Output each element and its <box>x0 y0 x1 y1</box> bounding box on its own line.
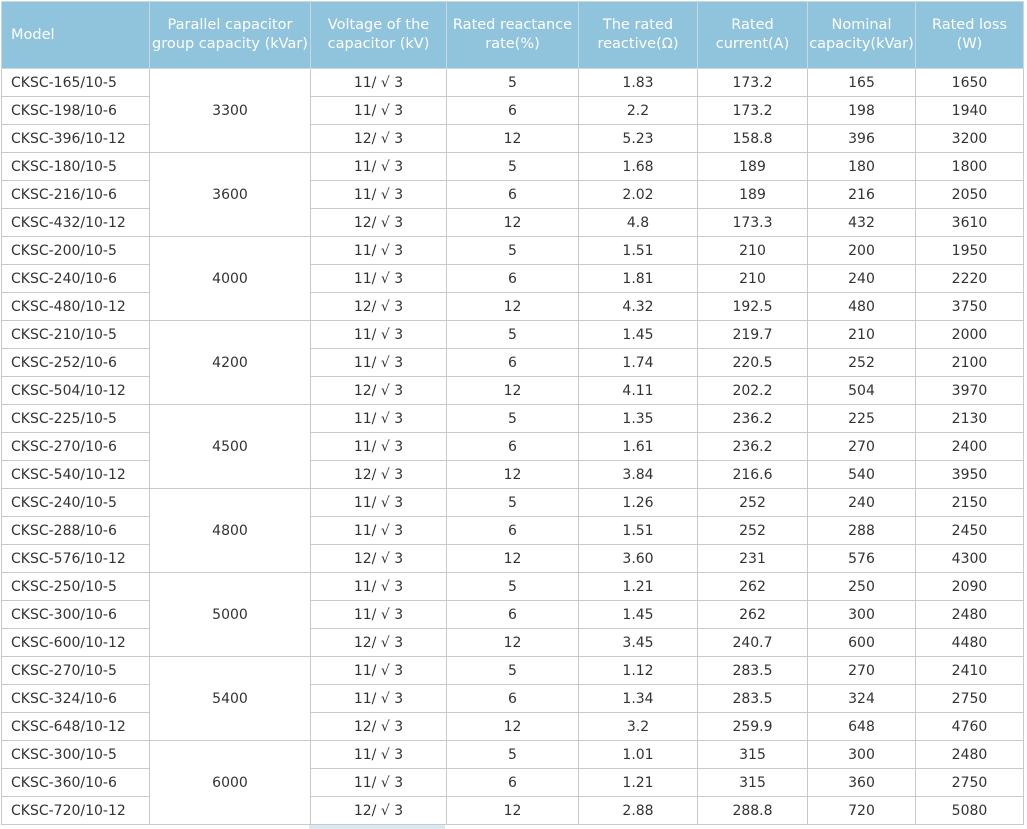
cell-reactance-rate: 6 <box>447 265 579 293</box>
cell-rated-current: 259.9 <box>698 713 808 741</box>
cell-nominal-capacity: 210 <box>808 321 916 349</box>
cell-rated-current: 192.5 <box>698 293 808 321</box>
cell-reactance-rate: 12 <box>447 713 579 741</box>
cell-reactance-rate: 6 <box>447 97 579 125</box>
cell-rated-loss: 5080 <box>916 797 1024 825</box>
cell-model: CKSC-225/10-5 <box>2 405 150 433</box>
cell-voltage: 11/ √ 3 <box>311 69 447 97</box>
cell-nominal-capacity: 324 <box>808 685 916 713</box>
cell-rated-loss: 4760 <box>916 713 1024 741</box>
cell-rated-reactive: 5.23 <box>579 125 698 153</box>
cell-voltage: 11/ √ 3 <box>311 237 447 265</box>
cell-nominal-capacity: 648 <box>808 713 916 741</box>
table-row <box>2 573 1024 601</box>
cell-rated-reactive: 3.2 <box>579 713 698 741</box>
cell-reactance-rate: 12 <box>447 293 579 321</box>
cell-rated-reactive: 2.2 <box>579 97 698 125</box>
cell-rated-loss: 2480 <box>916 741 1024 769</box>
cell-rated-current: 219.7 <box>698 321 808 349</box>
cell-rated-loss: 3200 <box>916 125 1024 153</box>
header-group-capacity: Parallel capacitor group capacity (kVar) <box>150 2 311 69</box>
cell-model: CKSC-504/10-12 <box>2 377 150 405</box>
cell-rated-current: 262 <box>698 573 808 601</box>
cell-model: CKSC-432/10-12 <box>2 209 150 237</box>
cell-rated-current: 315 <box>698 769 808 797</box>
header-rated-reactive: The rated reactive(Ω) <box>579 2 698 69</box>
cell-reactance-rate: 6 <box>447 349 579 377</box>
cell-model: CKSC-216/10-6 <box>2 181 150 209</box>
cell-rated-reactive: 1.01 <box>579 741 698 769</box>
cell-nominal-capacity: 200 <box>808 237 916 265</box>
cell-rated-reactive: 1.51 <box>579 517 698 545</box>
cell-rated-reactive: 1.51 <box>579 237 698 265</box>
cell-rated-current: 236.2 <box>698 433 808 461</box>
cell-rated-loss: 1800 <box>916 153 1024 181</box>
cell-nominal-capacity: 396 <box>808 125 916 153</box>
cell-nominal-capacity: 180 <box>808 153 916 181</box>
cell-rated-reactive: 4.32 <box>579 293 698 321</box>
cell-rated-current: 173.2 <box>698 97 808 125</box>
cell-rated-reactive: 1.34 <box>579 685 698 713</box>
cell-rated-reactive: 1.81 <box>579 265 698 293</box>
cell-rated-reactive: 1.74 <box>579 349 698 377</box>
cell-rated-current: 210 <box>698 265 808 293</box>
cell-rated-loss: 1950 <box>916 237 1024 265</box>
cell-rated-reactive: 1.45 <box>579 601 698 629</box>
cell-nominal-capacity: 576 <box>808 545 916 573</box>
cell-reactance-rate: 12 <box>447 461 579 489</box>
cell-voltage: 11/ √ 3 <box>311 265 447 293</box>
cell-rated-loss: 2450 <box>916 517 1024 545</box>
cell-nominal-capacity: 240 <box>808 489 916 517</box>
cell-rated-loss: 3750 <box>916 293 1024 321</box>
cell-model: CKSC-180/10-5 <box>2 153 150 181</box>
cell-rated-loss: 2100 <box>916 349 1024 377</box>
cell-rated-current: 158.8 <box>698 125 808 153</box>
cell-rated-current: 210 <box>698 237 808 265</box>
cell-nominal-capacity: 720 <box>808 797 916 825</box>
cell-nominal-capacity: 480 <box>808 293 916 321</box>
cell-group-capacity: 5000 <box>150 573 311 657</box>
cell-rated-loss: 2130 <box>916 405 1024 433</box>
cell-rated-current: 189 <box>698 153 808 181</box>
cell-nominal-capacity: 300 <box>808 741 916 769</box>
cell-rated-current: 231 <box>698 545 808 573</box>
cell-rated-reactive: 2.02 <box>579 181 698 209</box>
cell-model: CKSC-540/10-12 <box>2 461 150 489</box>
cell-rated-current: 288.8 <box>698 797 808 825</box>
cell-voltage: 11/ √ 3 <box>311 433 447 461</box>
header-rated-loss: Rated loss (W) <box>916 2 1024 69</box>
cell-model: CKSC-270/10-6 <box>2 433 150 461</box>
cell-reactance-rate: 5 <box>447 489 579 517</box>
cell-reactance-rate: 12 <box>447 377 579 405</box>
cell-nominal-capacity: 300 <box>808 601 916 629</box>
header-rated-current: Rated current(A) <box>698 2 808 69</box>
cell-model: CKSC-720/10-12 <box>2 797 150 825</box>
table-row <box>2 237 1024 265</box>
cell-nominal-capacity: 270 <box>808 657 916 685</box>
cell-reactance-rate: 12 <box>447 797 579 825</box>
cell-rated-loss: 2410 <box>916 657 1024 685</box>
cell-group-capacity: 6000 <box>150 741 311 825</box>
cell-rated-loss: 4480 <box>916 629 1024 657</box>
cell-rated-loss: 1650 <box>916 69 1024 97</box>
cell-rated-loss: 2050 <box>916 181 1024 209</box>
cell-reactance-rate: 12 <box>447 209 579 237</box>
header-reactance-rate: Rated reactance rate(%) <box>447 2 579 69</box>
cell-rated-current: 202.2 <box>698 377 808 405</box>
table-row <box>2 657 1024 685</box>
cell-voltage: 11/ √ 3 <box>311 181 447 209</box>
cell-rated-reactive: 1.61 <box>579 433 698 461</box>
cell-model: CKSC-300/10-6 <box>2 601 150 629</box>
header-nominal-capacity: Nominal capacity(kVar) <box>808 2 916 69</box>
cell-nominal-capacity: 288 <box>808 517 916 545</box>
cell-nominal-capacity: 252 <box>808 349 916 377</box>
cell-rated-reactive: 1.21 <box>579 769 698 797</box>
cell-rated-reactive: 3.45 <box>579 629 698 657</box>
cell-rated-loss: 4300 <box>916 545 1024 573</box>
cell-nominal-capacity: 360 <box>808 769 916 797</box>
cell-model: CKSC-300/10-5 <box>2 741 150 769</box>
cell-nominal-capacity: 270 <box>808 433 916 461</box>
cell-reactance-rate: 5 <box>447 657 579 685</box>
cell-voltage: 11/ √ 3 <box>311 153 447 181</box>
cell-reactance-rate: 6 <box>447 181 579 209</box>
cell-rated-reactive: 1.68 <box>579 153 698 181</box>
cell-rated-current: 173.2 <box>698 69 808 97</box>
cell-nominal-capacity: 540 <box>808 461 916 489</box>
cell-model: CKSC-600/10-12 <box>2 629 150 657</box>
cell-nominal-capacity: 250 <box>808 573 916 601</box>
cell-model: CKSC-270/10-5 <box>2 657 150 685</box>
cell-rated-reactive: 1.35 <box>579 405 698 433</box>
cell-reactance-rate: 6 <box>447 517 579 545</box>
cell-rated-reactive: 1.21 <box>579 573 698 601</box>
cell-reactance-rate: 12 <box>447 629 579 657</box>
cell-rated-loss: 3610 <box>916 209 1024 237</box>
cell-model: CKSC-165/10-5 <box>2 69 150 97</box>
cell-rated-current: 236.2 <box>698 405 808 433</box>
cell-voltage: 12/ √ 3 <box>311 209 447 237</box>
cell-rated-reactive: 4.8 <box>579 209 698 237</box>
cell-reactance-rate: 6 <box>447 601 579 629</box>
cell-group-capacity: 4800 <box>150 489 311 573</box>
table-row <box>2 153 1024 181</box>
cell-reactance-rate: 5 <box>447 237 579 265</box>
cell-rated-loss: 3950 <box>916 461 1024 489</box>
cell-nominal-capacity: 165 <box>808 69 916 97</box>
cell-nominal-capacity: 198 <box>808 97 916 125</box>
cell-nominal-capacity: 240 <box>808 265 916 293</box>
cell-voltage: 11/ √ 3 <box>311 489 447 517</box>
cell-rated-loss: 2400 <box>916 433 1024 461</box>
table-header-row <box>2 2 1024 69</box>
cell-model: CKSC-360/10-6 <box>2 769 150 797</box>
cell-voltage: 11/ √ 3 <box>311 349 447 377</box>
cell-rated-loss: 2000 <box>916 321 1024 349</box>
table-body <box>2 69 1024 825</box>
cell-voltage: 11/ √ 3 <box>311 769 447 797</box>
cell-group-capacity: 5400 <box>150 657 311 741</box>
cell-model: CKSC-396/10-12 <box>2 125 150 153</box>
cell-rated-current: 283.5 <box>698 685 808 713</box>
cell-voltage: 11/ √ 3 <box>311 685 447 713</box>
cell-nominal-capacity: 216 <box>808 181 916 209</box>
cell-model: CKSC-648/10-12 <box>2 713 150 741</box>
cell-rated-loss: 2480 <box>916 601 1024 629</box>
cell-reactance-rate: 5 <box>447 69 579 97</box>
cell-nominal-capacity: 504 <box>808 377 916 405</box>
cell-reactance-rate: 5 <box>447 153 579 181</box>
cell-group-capacity: 4200 <box>150 321 311 405</box>
cell-rated-reactive: 3.84 <box>579 461 698 489</box>
cell-voltage: 12/ √ 3 <box>311 377 447 405</box>
cell-rated-current: 173.3 <box>698 209 808 237</box>
cell-voltage: 12/ √ 3 <box>311 629 447 657</box>
cell-voltage: 11/ √ 3 <box>311 97 447 125</box>
cell-rated-reactive: 1.26 <box>579 489 698 517</box>
cell-reactance-rate: 5 <box>447 573 579 601</box>
cell-model: CKSC-240/10-6 <box>2 265 150 293</box>
cell-rated-loss: 2090 <box>916 573 1024 601</box>
cell-model: CKSC-210/10-5 <box>2 321 150 349</box>
cell-reactance-rate: 5 <box>447 741 579 769</box>
cell-voltage: 12/ √ 3 <box>311 125 447 153</box>
table-row <box>2 489 1024 517</box>
cell-rated-reactive: 1.12 <box>579 657 698 685</box>
cell-rated-loss: 3970 <box>916 377 1024 405</box>
cell-model: CKSC-200/10-5 <box>2 237 150 265</box>
cell-reactance-rate: 6 <box>447 685 579 713</box>
cell-reactance-rate: 5 <box>447 321 579 349</box>
header-model: Model <box>2 2 150 69</box>
cell-model: CKSC-576/10-12 <box>2 545 150 573</box>
cell-nominal-capacity: 432 <box>808 209 916 237</box>
cell-model: CKSC-250/10-5 <box>2 573 150 601</box>
specifications-table <box>1 1 1024 825</box>
cell-group-capacity: 3600 <box>150 153 311 237</box>
cell-rated-loss: 2750 <box>916 685 1024 713</box>
cell-reactance-rate: 5 <box>447 405 579 433</box>
cell-voltage: 12/ √ 3 <box>311 461 447 489</box>
cell-rated-reactive: 2.88 <box>579 797 698 825</box>
cell-rated-current: 252 <box>698 517 808 545</box>
cell-voltage: 11/ √ 3 <box>311 657 447 685</box>
cell-rated-reactive: 4.11 <box>579 377 698 405</box>
cell-voltage: 12/ √ 3 <box>311 797 447 825</box>
cell-rated-current: 216.6 <box>698 461 808 489</box>
cell-model: CKSC-198/10-6 <box>2 97 150 125</box>
cell-rated-loss: 2750 <box>916 769 1024 797</box>
cell-voltage: 12/ √ 3 <box>311 293 447 321</box>
cell-rated-current: 283.5 <box>698 657 808 685</box>
cell-model: CKSC-480/10-12 <box>2 293 150 321</box>
cell-reactance-rate: 12 <box>447 545 579 573</box>
table-row <box>2 405 1024 433</box>
cell-group-capacity: 4000 <box>150 237 311 321</box>
cell-nominal-capacity: 225 <box>808 405 916 433</box>
table-row <box>2 321 1024 349</box>
cell-voltage: 12/ √ 3 <box>311 713 447 741</box>
cell-rated-loss: 2150 <box>916 489 1024 517</box>
cell-model: CKSC-240/10-5 <box>2 489 150 517</box>
cell-voltage: 11/ √ 3 <box>311 517 447 545</box>
cell-voltage: 11/ √ 3 <box>311 321 447 349</box>
cell-reactance-rate: 6 <box>447 433 579 461</box>
cell-rated-current: 240.7 <box>698 629 808 657</box>
cell-reactance-rate: 12 <box>447 125 579 153</box>
cell-rated-reactive: 3.60 <box>579 545 698 573</box>
cell-group-capacity: 4500 <box>150 405 311 489</box>
cell-rated-current: 220.5 <box>698 349 808 377</box>
table-row <box>2 69 1024 97</box>
cell-rated-reactive: 1.83 <box>579 69 698 97</box>
cell-voltage: 11/ √ 3 <box>311 573 447 601</box>
cell-voltage: 11/ √ 3 <box>311 741 447 769</box>
cell-voltage: 12/ √ 3 <box>311 545 447 573</box>
cell-rated-current: 189 <box>698 181 808 209</box>
cell-rated-loss: 1940 <box>916 97 1024 125</box>
header-voltage: Voltage of the capacitor (kV) <box>311 2 447 69</box>
cell-rated-current: 252 <box>698 489 808 517</box>
cell-reactance-rate: 6 <box>447 769 579 797</box>
cell-nominal-capacity: 600 <box>808 629 916 657</box>
cell-rated-reactive: 1.45 <box>579 321 698 349</box>
cell-model: CKSC-252/10-6 <box>2 349 150 377</box>
cell-rated-current: 315 <box>698 741 808 769</box>
cell-group-capacity: 3300 <box>150 69 311 153</box>
cell-model: CKSC-324/10-6 <box>2 685 150 713</box>
cell-voltage: 11/ √ 3 <box>311 601 447 629</box>
cell-model: CKSC-288/10-6 <box>2 517 150 545</box>
bottom-scroll-strip <box>309 825 445 829</box>
cell-rated-current: 262 <box>698 601 808 629</box>
cell-rated-loss: 2220 <box>916 265 1024 293</box>
table-row <box>2 741 1024 769</box>
cell-voltage: 11/ √ 3 <box>311 405 447 433</box>
